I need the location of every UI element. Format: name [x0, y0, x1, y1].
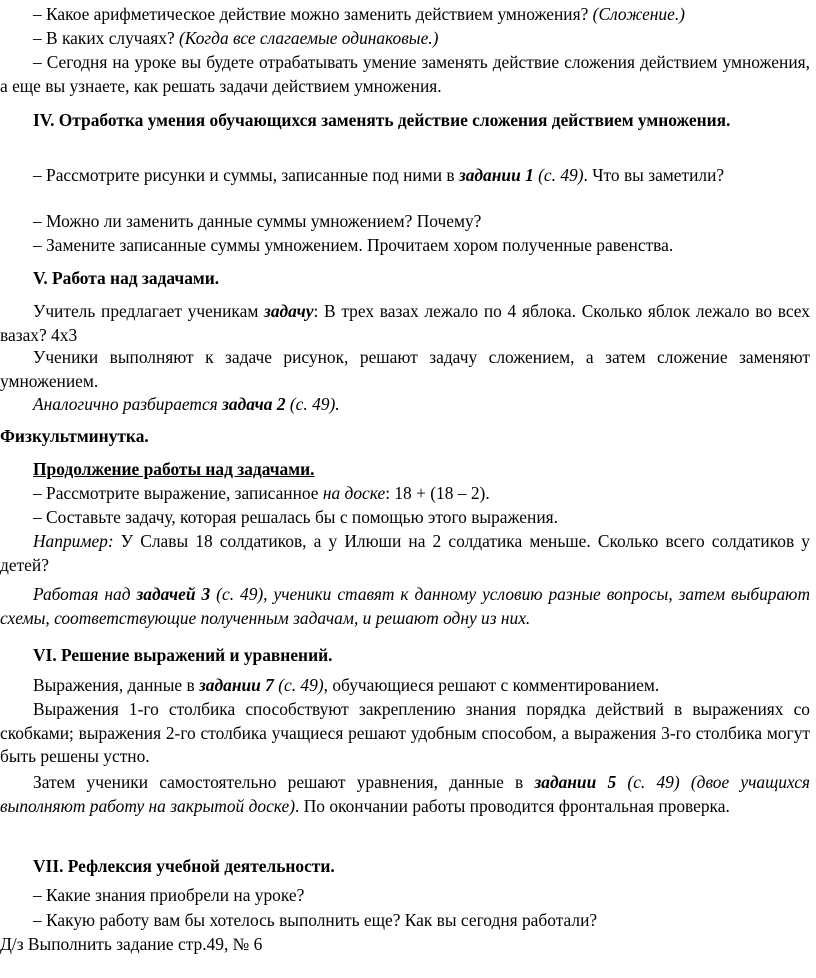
- text-run: . По окончании работы проводится фронтальная проверка.: [295, 795, 730, 816]
- page-reference: (с. 49): [285, 394, 336, 414]
- paragraph-reflection-work: – Какую работу вам бы хотелось выполнить еще? Как вы сегодня работали?: [33, 910, 598, 930]
- paragraph-task3: [0, 583, 810, 630]
- page-reference: (с. 49): [273, 675, 324, 695]
- paragraph-task7: [0, 674, 810, 698]
- section-heading-iv: IV. Отработка умения обучающихся заменять действие сложения действием умножения.: [33, 110, 731, 130]
- text-run: , обучающиеся решают с комментированием.: [323, 675, 660, 695]
- task-reference: задачу: [264, 301, 314, 321]
- text-run: (с. 49), ученики ставят к данному условию разные вопросы, затем выбирают схемы, соответствующие полученным задачам, и решают одну из них: [0, 584, 811, 628]
- text-run: . Что вы заметили?: [583, 165, 725, 185]
- text-run: : В трех вазах лежало по 4 яблока. Сколько яблок лежало во всех вазах? 4х3: [0, 301, 810, 345]
- text-run: Аналогично разбирается: [33, 394, 223, 414]
- paragraph-reflection-knowledge: – Какие знания приобрели на уроке?: [33, 885, 305, 905]
- emphasis-text: на доске: [322, 483, 386, 503]
- paragraph-task2: [0, 393, 810, 417]
- paragraph-replace-sums: – Замените записанные суммы умножением. Прочитаем хором полученные равенства.: [33, 235, 674, 255]
- answer-text: (Сложение.): [592, 4, 685, 24]
- task-reference: задача 2: [222, 394, 286, 414]
- emphasis-text: Например:: [33, 531, 114, 551]
- heading-continue-tasks: Продолжение работы над задачами.: [33, 459, 315, 479]
- page-reference: (с. 49): [533, 165, 584, 185]
- text-run: .: [335, 394, 340, 414]
- paragraph-expression: [0, 482, 810, 506]
- task-reference: задании 7: [199, 675, 274, 695]
- paragraph-equations: [0, 771, 810, 818]
- text-run: У Славы 18 солдатиков, а у Илюши на 2 солдатика меньше. Сколько всего солдатиков у детей?: [0, 531, 810, 575]
- paragraph-students-drawing: Ученики выполняют к задаче рисунок, решают задачу сложением, а затем сложение заменяют умножением.: [0, 347, 810, 391]
- emphasis-text: (с. 49) (двое учащихся выполняют работу на закрытой доске): [0, 772, 811, 816]
- text-run: Учитель предлагает ученикам: [33, 301, 265, 321]
- paragraph-lesson-goal: – Сегодня на уроке вы будете отрабатывать умение заменять действие сложения действием умножения, а еще вы узнаете, как решать задачи действием умножения.: [0, 52, 810, 96]
- text-run: – Рассмотрите выражение, записанное: [33, 483, 323, 503]
- paragraph-homework: Д/з Выполнить задание стр.49, № 6: [0, 934, 263, 954]
- paragraph-compose-task: – Составьте задачу, которая решалась бы с помощью этого выражения.: [33, 507, 558, 527]
- paragraph-task1: [0, 164, 810, 188]
- heading-physical-break: Физкультминутка.: [0, 426, 149, 446]
- text-run: – Какое арифметическое действие можно заменить действием умножения?: [33, 4, 593, 24]
- paragraph-question-cases: [0, 27, 810, 51]
- section-heading-vi: VI. Решение выражений и уравнений.: [33, 645, 333, 665]
- task-reference: задании 1: [458, 165, 534, 185]
- text-run: Работая над: [33, 584, 137, 604]
- section-heading-vii: VII. Рефлексия учебной деятельности.: [33, 856, 335, 876]
- text-run: .: [525, 607, 531, 628]
- paragraph-columns: Выражения 1-го столбика способствуют закреплению знания порядка действий в выражениях со скобками; выражения 2-го столбика учащиеся решают удобным способом, а выражения 3-го столбика могут быть решены устно.: [0, 699, 810, 766]
- paragraph-question-operation: [0, 3, 810, 27]
- paragraph-question-multiply: – Можно ли заменить данные суммы умножением? Почему?: [33, 211, 482, 231]
- answer-text: (Когда все слагаемые одинаковые.): [179, 28, 439, 48]
- text-run: Затем ученики самостоятельно решают уравнения, данные в: [33, 772, 535, 792]
- text-run: : 18 + (18 – 2).: [385, 483, 490, 503]
- paragraph-task-apples: [0, 300, 810, 347]
- text-run: Выражения, данные в: [33, 675, 200, 695]
- paragraph-example: [0, 530, 810, 577]
- text-run: – В каких случаях?: [33, 28, 180, 48]
- text-run: – Рассмотрите рисунки и суммы, записанные под ними в: [33, 165, 459, 185]
- task-reference: задачей 3: [136, 584, 211, 604]
- task-reference: задании 5: [534, 772, 617, 792]
- section-heading-v: V. Работа над задачами.: [33, 268, 220, 288]
